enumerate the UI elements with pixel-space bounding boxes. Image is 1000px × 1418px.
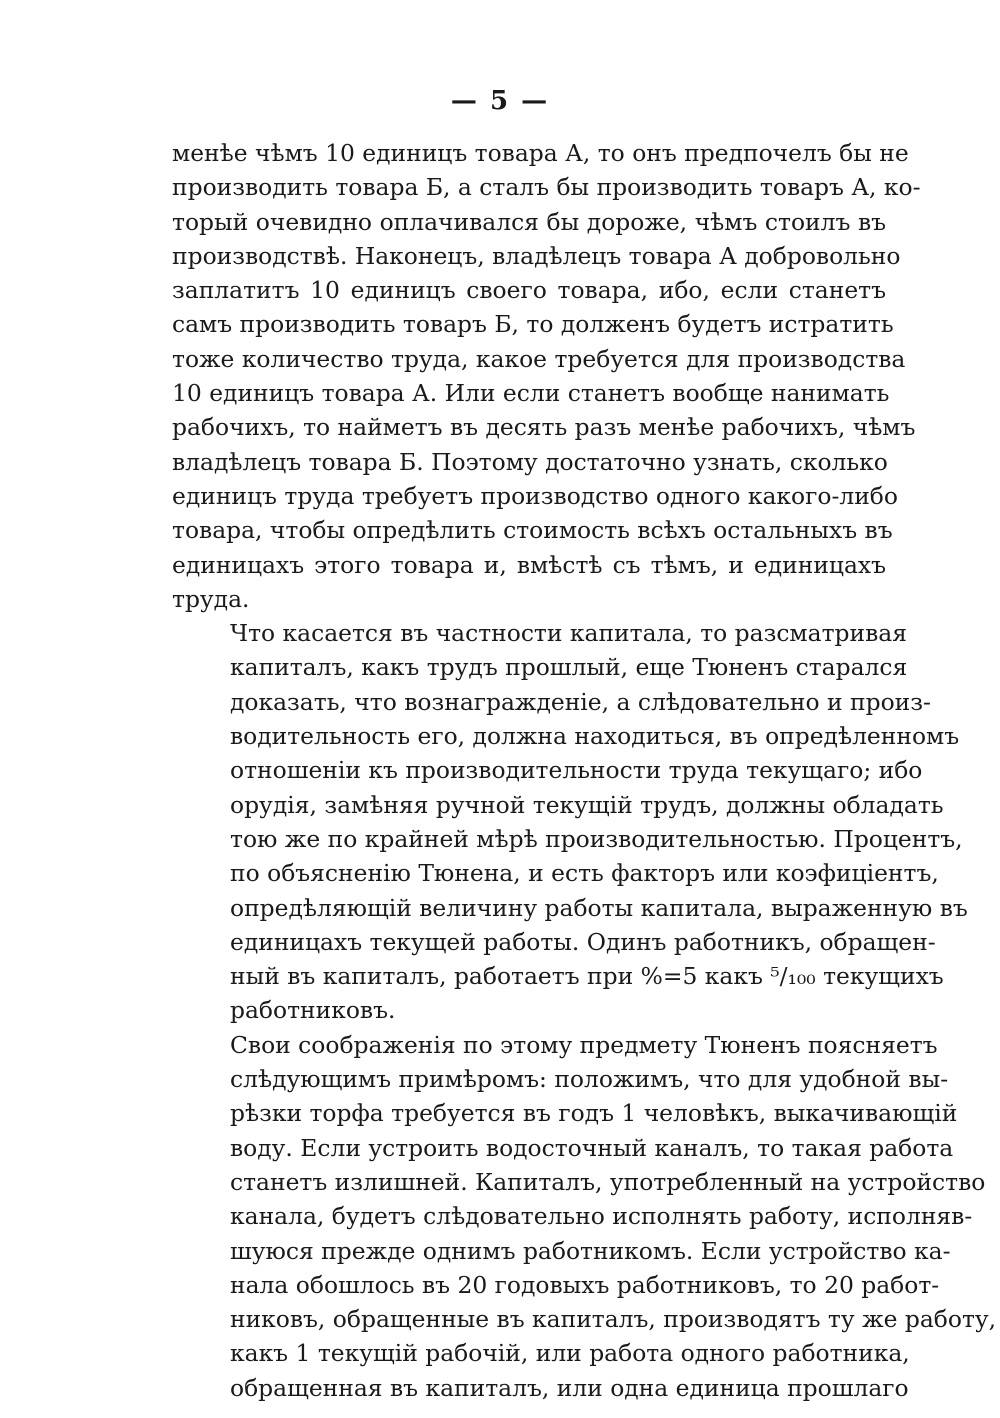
text-line: ный въ капиталъ, работаетъ при %=5 какъ ⁵/₁₀₀ текущихъ [230, 962, 944, 991]
text-line: единицахъ текущей работы. Одинъ работникъ, обращен- [230, 927, 936, 956]
paragraph-1 [172, 136, 921, 616]
text-line: капиталъ, какъ трудъ прошлый, еще Тюненъ старался [230, 653, 908, 682]
paragraph-2 [172, 616, 968, 1028]
text-line: отношеніи къ производительности труда текущаго; ибо [230, 756, 923, 785]
text-line: владѣлецъ товара Б. Поэтому достаточно узнать, сколько [172, 447, 888, 476]
text-line: Что касается въ частности капитала, то разсматривая [230, 619, 907, 648]
text-line: производить товара Б, а сталъ бы производить товаръ А, ко- [172, 173, 921, 202]
text-line: канала, будетъ слѣдовательно исполнять работу, исполняв- [230, 1202, 973, 1231]
paragraph-3 [172, 1028, 997, 1405]
text-line: Свои соображенія по этому предмету Тюненъ поясняетъ [230, 1030, 938, 1059]
text-line: товара, чтобы опредѣлить стоимость всѣхъ остальныхъ въ [172, 516, 893, 545]
text-line: орудія, замѣняя ручной текущій трудъ, должны обладать [230, 790, 944, 819]
text-line: водительность его, должна находиться, въ опредѣленномъ [230, 722, 960, 751]
text-line: шуюся прежде однимъ работникомъ. Если устройство ка- [230, 1236, 951, 1265]
text-line: торый очевидно оплачивался бы дороже, чѣмъ стоилъ въ [172, 207, 886, 236]
text-line: тоже количество труда, какое требуется для производства [172, 344, 906, 373]
text-line: менѣе чѣмъ 10 единицъ товара А, то онъ предпочелъ бы не [172, 139, 909, 167]
text-line: никовъ, обращенные въ капиталъ, производятъ ту же работу, [230, 1305, 997, 1334]
text-line: опредѣляющій величину работы капитала, выраженную въ [230, 893, 968, 922]
text-line: нала обошлось въ 20 годовыхъ работниковъ, то 20 работ- [230, 1270, 940, 1299]
text-line: доказать, что вознагражденіе, а слѣдовательно и произ- [230, 687, 931, 716]
text-line: по объясненію Тюнена, и есть факторъ или коэфиціентъ, [230, 859, 939, 888]
text-line: производствѣ. Наконецъ, владѣлецъ товара А добровольно [172, 241, 901, 270]
text-line: труда. [172, 584, 250, 613]
text-line: станетъ излишней. Капиталъ, употребленный на устройство [230, 1167, 986, 1196]
text-line: единицахъ этого товара и, вмѣстѣ съ тѣмъ, и единицахъ [172, 550, 886, 579]
text-line: рабочихъ, то найметъ въ десять разъ менѣе рабочихъ, чѣмъ [172, 413, 916, 442]
body-text [172, 136, 997, 1405]
page-number: — 5 — [450, 86, 550, 116]
text-line: тою же по крайней мѣрѣ производительностью. Процентъ, [230, 824, 963, 853]
text-line: какъ 1 текущій рабочій, или работа одного работника, [230, 1339, 910, 1368]
text-line: воду. Если устроить водосточный каналъ, то такая работа [230, 1133, 954, 1162]
text-line: единицъ труда требуетъ производство одного какого-либо [172, 481, 898, 510]
text-line: слѣдующимъ примѣромъ: положимъ, что для удобной вы- [230, 1065, 949, 1094]
text-line: 10 единицъ товара А. Или если станетъ вообще нанимать [172, 379, 890, 408]
text-line: работниковъ. [230, 996, 396, 1025]
text-line: рѣзки торфа требуется въ годъ 1 человѣкъ, выкачивающій [230, 1099, 958, 1128]
text-line: самъ производить товаръ Б, то долженъ будетъ истратить [172, 310, 894, 339]
text-line: обращенная въ капиталъ, или одна единица прошлаго [230, 1373, 909, 1402]
text-line: заплатитъ 10 единицъ своего товара, ибо, если станетъ [172, 276, 886, 305]
